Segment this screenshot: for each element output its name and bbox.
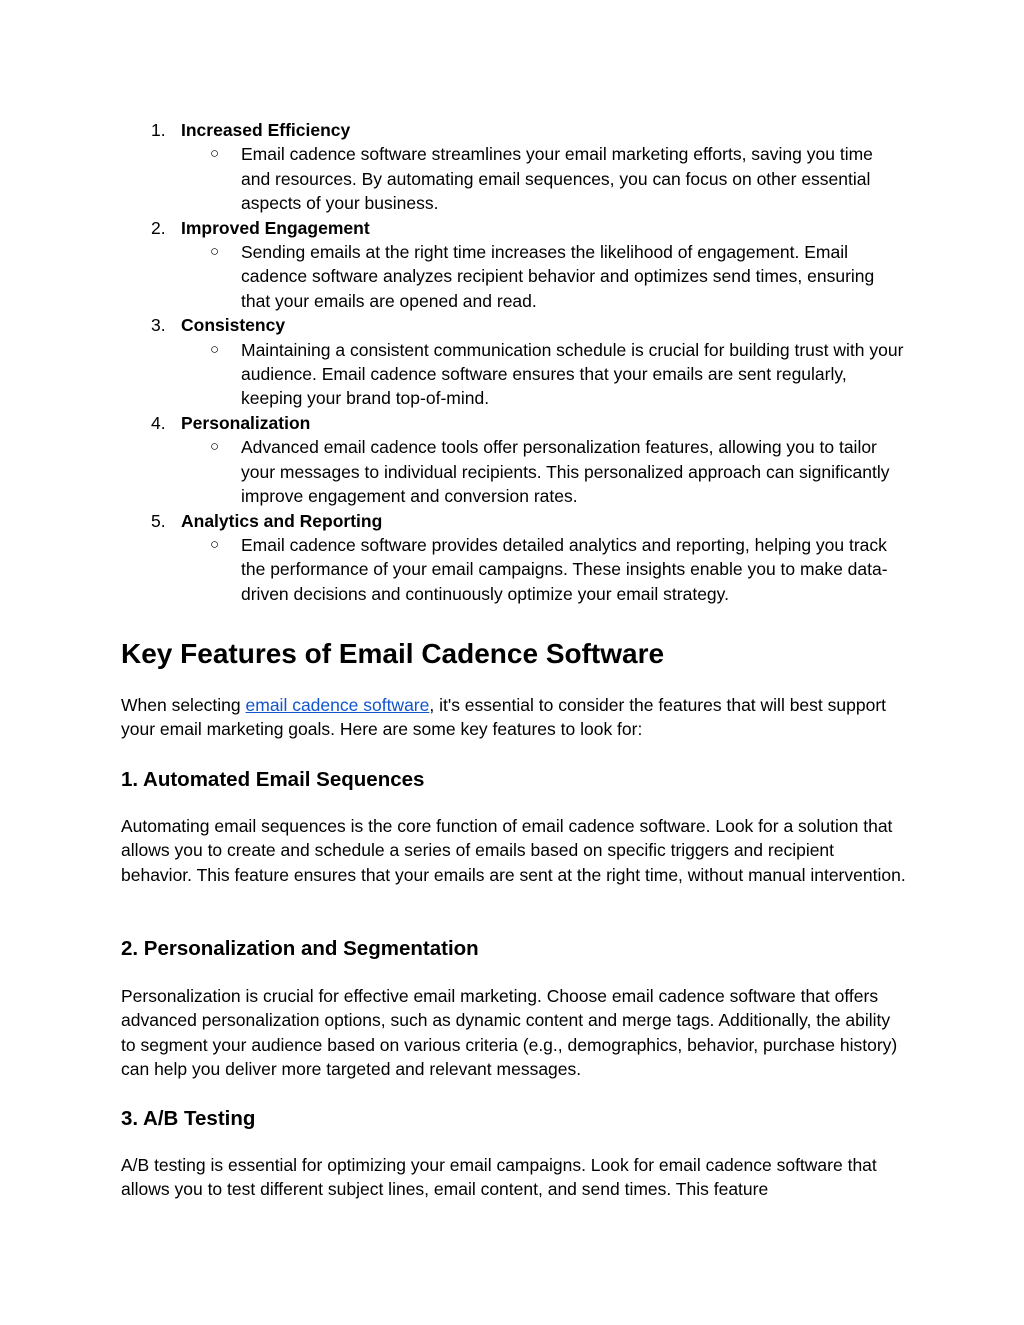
section-heading-ab-testing: 3. A/B Testing [121,1107,256,1130]
benefit-text: Email cadence software provides detailed analytics and reporting, helping you track the performance of your email campaigns. These insights enable you to make data-driven decisions and continuously optimize your email strategy. [241,534,888,604]
benefit-title: Improved Engagement [181,217,370,238]
benefit-description [181,142,906,215]
section-heading-personalization-segmentation: 2. Personalization and Segmentation [121,937,479,960]
section-body-personalization-segmentation: Personalization is crucial for effective email marketing. Choose email cadence software that offers advanced personalization options, such as dynamic content and merge tags. Additionally, the ability to segment your audience based on various criteria (e.g., demographics, behavior, purchase history) can help you deliver more targeted and relevant messages. [121,986,898,1080]
benefit-description [181,240,906,313]
benefit-text: Advanced email cadence tools offer personalization features, allowing you to tailor your messages to individual recipients. This personalized approach can significantly improve engagement and conversion rates. [241,437,890,507]
list-number: 5. [151,510,166,531]
intro-paragraph [121,693,906,742]
benefit-title: Analytics and Reporting [181,510,383,531]
benefit-item-consistency [121,313,906,411]
section-body-ab-testing: A/B testing is essential for optimizing your email campaigns. Look for email cadence software that allows you to test different subject lines, email content, and send times. This feature [121,1155,877,1200]
intro-text-before: When selecting [121,695,246,715]
hollow-bullet-icon: ○ [210,340,220,358]
section-heading-automated-sequences: 1. Automated Email Sequences [121,768,425,791]
hollow-bullet-icon: ○ [210,438,220,456]
benefit-description [181,533,906,606]
list-number: 4. [151,412,166,433]
list-number: 3. [151,315,166,336]
benefit-item-efficiency [121,118,906,216]
benefit-text: Maintaining a consistent communication schedule is crucial for building trust with your audience. Email cadence software ensures that your emails are sent regularly, keeping your brand top-of-mind. [241,339,904,409]
document-content [121,118,906,1200]
section-body-automated-sequences: Automating email sequences is the core function of email cadence software. Look for a solution that allows you to create and schedule a series of emails based on specific triggers and recipient behavior. This feature ensures that your emails are sent at the right time, without manual intervention. [121,816,906,885]
email-cadence-software-link[interactable]: email cadence software [245,695,430,715]
hollow-bullet-icon: ○ [210,145,220,163]
intro-text-after: , it's essential to consider the features that will best support your email marketing goals. Here are some key features to look for: [121,695,887,740]
hollow-bullet-icon: ○ [210,535,220,553]
benefit-description [181,338,906,411]
benefit-title: Increased Efficiency [181,120,351,140]
list-number: 2. [151,217,166,238]
benefit-title: Personalization [181,412,311,433]
benefit-text: Sending emails at the right time increases the likelihood of engagement. Email cadence software analyzes recipient behavior and optimizes send times, ensuring that your emails are opened and read. [241,242,875,311]
hollow-bullet-icon: ○ [210,243,220,261]
features-heading: Key Features of Email Cadence Software [121,638,665,669]
benefit-title: Consistency [181,315,286,336]
benefit-item-analytics [121,509,906,607]
benefit-description [181,435,906,508]
list-number: 1. [151,120,166,140]
benefit-item-personalization [121,411,906,509]
benefit-text: Email cadence software streamlines your email marketing efforts, saving you time and resources. By automating email sequences, you can focus on other essential aspects of your business. [241,144,873,214]
benefits-list [121,118,906,606]
benefit-item-engagement [121,216,906,314]
